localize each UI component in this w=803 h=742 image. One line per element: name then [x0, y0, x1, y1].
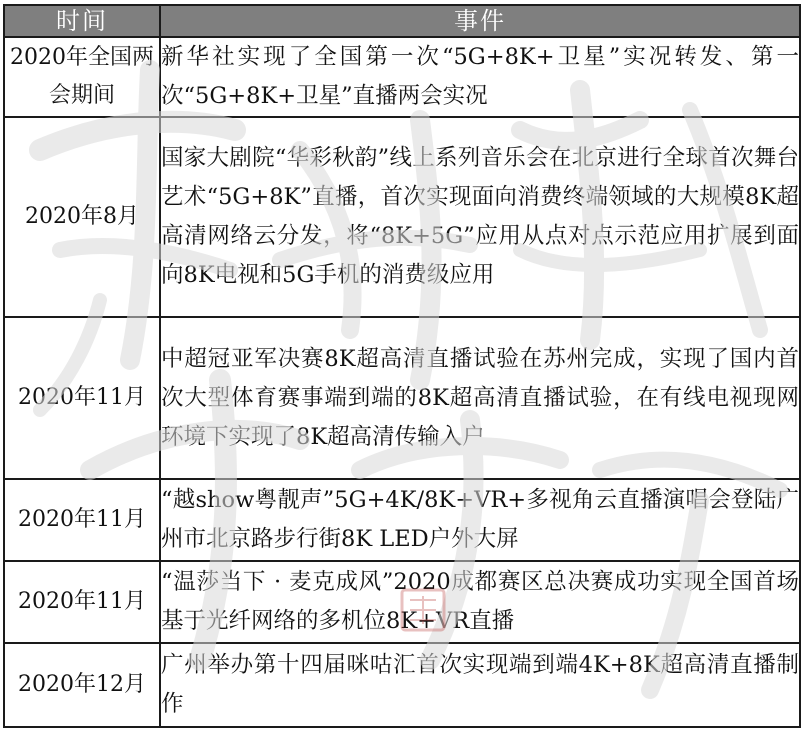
time-cell: 2020年11月	[4, 317, 160, 479]
event-cell: “越show粤靓声”5G+4K/8K+VR+多视角云直播演唱会登陆广州市北京路步行街8K LED户外大屏	[160, 479, 800, 561]
table-row	[4, 117, 800, 317]
events-table	[3, 4, 801, 728]
table-header	[4, 5, 800, 37]
header-row	[4, 5, 800, 37]
time-cell: 2020年12月	[4, 643, 160, 727]
table-row	[4, 643, 800, 727]
event-cell: 国家大剧院“华彩秋韵”线上系列音乐会在北京进行全球首次舞台艺术“5G+8K”直播，首次实现面向消费终端领域的大规模8K超高清网络云分发，将“8K+5G”应用从点对点示范应用扩展到面向8K电视和5G手机的消费级应用	[160, 117, 800, 317]
event-cell: 新华社实现了全国第一次“5G+8K+卫星”实况转发、第一次“5G+8K+卫星”直播两会实况	[160, 37, 800, 117]
time-cell: 2020年11月	[4, 561, 160, 643]
table-row	[4, 561, 800, 643]
time-cell: 2020年8月	[4, 117, 160, 317]
table-body	[4, 37, 800, 727]
header-time: 时间	[4, 5, 160, 37]
event-cell: 广州举办第十四届咪咕汇首次实现端到端4K+8K超高清直播制作	[160, 643, 800, 727]
table-row	[4, 479, 800, 561]
header-event: 事件	[160, 5, 800, 37]
time-cell: 2020年11月	[4, 479, 160, 561]
event-cell: 中超冠亚军决赛8K超高清直播试验在苏州完成，实现了国内首次大型体育赛事端到端的8K超高清直播试验，在有线电视现网环境下实现了8K超高清传输入户	[160, 317, 800, 479]
event-cell: “温莎当下 · 麦克成风”2020成都赛区总决赛成功实现全国首场基于光纤网络的多机位8K+VR直播	[160, 561, 800, 643]
table-row	[4, 37, 800, 117]
table-row	[4, 317, 800, 479]
time-cell: 2020年全国两会期间	[4, 37, 160, 117]
